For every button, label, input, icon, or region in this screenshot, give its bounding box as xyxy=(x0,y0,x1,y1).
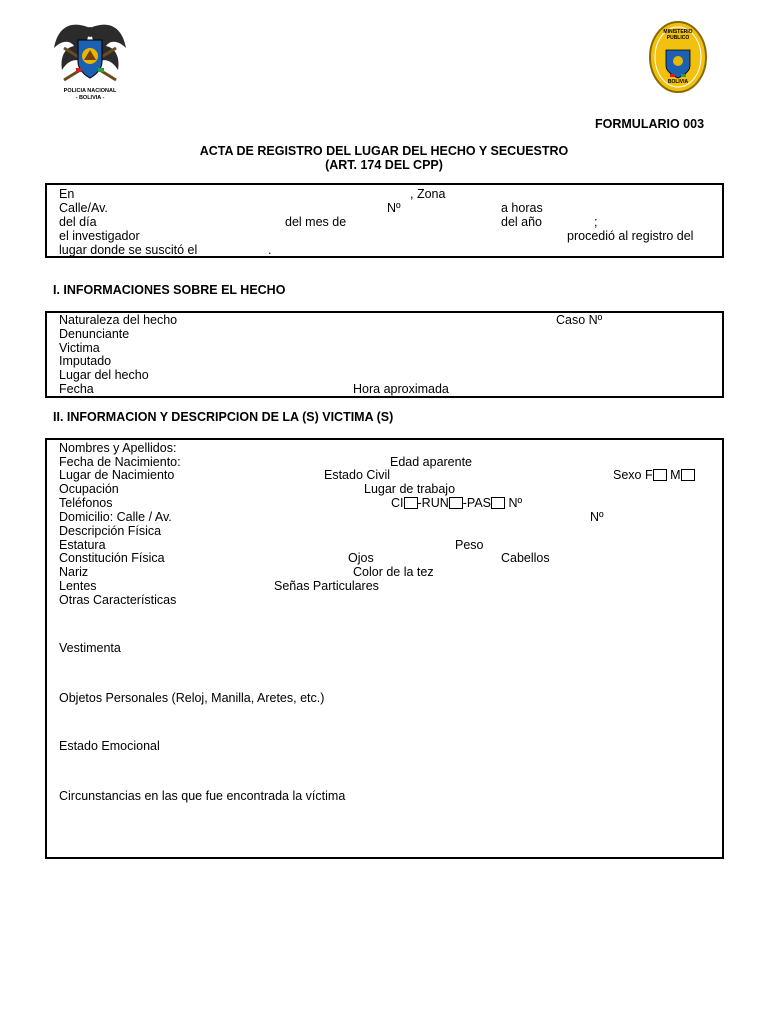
form-number: FORMULARIO 003 xyxy=(595,117,705,131)
documento-field xyxy=(391,496,522,510)
estado-emocional-label: Estado Emocional xyxy=(59,739,160,753)
ci-checkbox[interactable] xyxy=(404,497,418,509)
fecha-nacimiento-label: Fecha de Nacimiento: xyxy=(59,455,181,469)
ministerio-publico-logo xyxy=(648,20,708,94)
objetos-personales-label: Objetos Personales (Reloj, Manilla, Aretes, etc.) xyxy=(59,691,325,705)
zona-label: , Zona xyxy=(410,187,446,201)
form-title: ACTA DE REGISTRO DEL LUGAR DEL HECHO Y SECUESTRO xyxy=(199,144,569,158)
pas-label: -PAS xyxy=(462,496,491,510)
del-dia-label: del día xyxy=(59,215,97,229)
section1-title: I. INFORMACIONES SOBRE EL HECHO xyxy=(53,283,286,297)
sexo-f-label: Sexo F xyxy=(613,468,653,482)
lugar-hecho-label: Lugar del hecho xyxy=(59,368,149,382)
right-logo-line2: PUBLICO xyxy=(666,35,690,41)
circunstancias-label: Circunstancias en las que fue encontrada la víctima xyxy=(59,789,346,803)
left-logo-line1: POLICIA NACIONAL xyxy=(63,88,117,94)
nariz-label: Nariz xyxy=(59,565,89,579)
naturaleza-label: Naturaleza del hecho xyxy=(59,313,178,327)
imputado-label: Imputado xyxy=(59,354,112,368)
numero-label: Nº xyxy=(387,201,401,215)
caso-label: Caso Nº xyxy=(556,313,603,327)
ocupacion-label: Ocupación xyxy=(59,482,119,496)
color-tez-label: Color de la tez xyxy=(353,565,434,579)
lentes-label: Lentes xyxy=(59,579,97,593)
peso-label: Peso xyxy=(455,538,484,552)
domicilio-label: Domicilio: Calle / Av. xyxy=(59,510,172,524)
hora-aproximada-label: Hora aproximada xyxy=(353,382,449,396)
del-mes-label: del mes de xyxy=(285,215,347,229)
victima-label: Victima xyxy=(59,341,100,355)
period-mark: . xyxy=(268,243,272,257)
sexo-field xyxy=(613,468,695,482)
investigador-label: el investigador xyxy=(59,229,140,243)
calle-label: Calle/Av. xyxy=(59,201,108,215)
pas-checkbox[interactable] xyxy=(491,497,505,509)
lugar-suscito-label: lugar donde se suscitó el xyxy=(59,243,198,257)
semicolon-mark: ; xyxy=(594,215,598,229)
estado-civil-label: Estado Civil xyxy=(324,468,390,482)
lugar-trabajo-label: Lugar de trabajo xyxy=(364,482,456,496)
vestimenta-label: Vestimenta xyxy=(59,641,121,655)
run-label: -RUN xyxy=(417,496,449,510)
sexo-m-label: M xyxy=(670,468,681,482)
telefonos-label: Teléfonos xyxy=(59,496,113,510)
documento-numero-label: Nº xyxy=(508,496,523,510)
section2-title: II. INFORMACION Y DESCRIPCION DE LA (S) VICTIMA (S) xyxy=(53,410,394,424)
estatura-label: Estatura xyxy=(59,538,106,552)
nombres-label: Nombres y Apellidos: xyxy=(59,441,177,455)
policia-nacional-logo xyxy=(52,18,128,102)
right-logo-line1: MINISTERIO xyxy=(663,29,693,35)
policia-nacional-crest-icon xyxy=(52,18,128,88)
left-logo-line2: - BOLIVIA - xyxy=(75,95,105,101)
fecha-label: Fecha xyxy=(59,382,94,396)
edad-aparente-label: Edad aparente xyxy=(390,455,473,469)
constitucion-label: Constitución Física xyxy=(59,551,165,565)
sexo-m-checkbox[interactable] xyxy=(681,469,695,481)
form-subtitle: (ART. 174 DEL CPP) xyxy=(325,158,443,172)
en-label: En xyxy=(59,187,75,201)
right-logo-line3: BOLIVIA xyxy=(667,79,689,85)
otras-caracteristicas-label: Otras Características xyxy=(59,593,177,607)
descripcion-fisica-label: Descripción Física xyxy=(59,524,162,538)
run-checkbox[interactable] xyxy=(449,497,463,509)
a-horas-label: a horas xyxy=(501,201,543,215)
del-anio-label: del año xyxy=(501,215,543,229)
domicilio-numero-label: Nº xyxy=(590,510,604,524)
procedio-label: procedió al registro del xyxy=(567,229,694,243)
senas-particulares-label: Señas Particulares xyxy=(274,579,379,593)
lugar-nacimiento-label: Lugar de Nacimiento xyxy=(59,468,175,482)
ci-label: CI xyxy=(391,496,404,510)
cabellos-label: Cabellos xyxy=(501,551,550,565)
ojos-label: Ojos xyxy=(348,551,374,565)
denunciante-label: Denunciante xyxy=(59,327,130,341)
sexo-f-checkbox[interactable] xyxy=(653,469,667,481)
